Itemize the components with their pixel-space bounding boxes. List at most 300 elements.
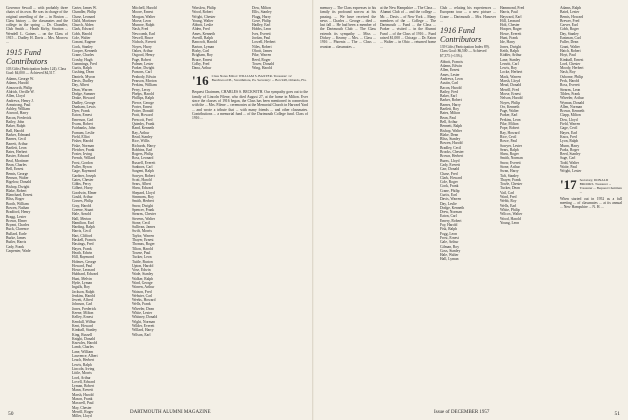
contributor-name: Stearns, Leon xyxy=(560,87,581,92)
contributor-name: Gage, Cecil xyxy=(560,126,578,131)
footer-left: DARTMOUTH ALUMNI MAGAZINE xyxy=(130,410,211,415)
contributor-name: Cole, Roger xyxy=(440,180,458,185)
left-col-1 xyxy=(6,6,68,253)
contributor-name: Barnes, Harry xyxy=(440,102,461,107)
contributor-name: Allen, Norman xyxy=(560,104,583,109)
contributor-name: Burns, Lloyd xyxy=(440,158,460,163)
contributor-name: Alden, Fred xyxy=(192,27,210,32)
contributor-name: Shepard, Lloyd xyxy=(132,190,155,195)
contributor-name: Hadley, Earl xyxy=(252,23,271,28)
contributor-name: Stone, Arthur xyxy=(500,164,520,169)
contributor-name: Waite, Paul xyxy=(560,164,577,169)
contributor-name: French, Willard xyxy=(72,156,96,161)
names-list xyxy=(192,6,308,70)
contributor-name: Hall, Lyman xyxy=(440,257,459,262)
contributor-name: Lane, Stanley xyxy=(500,57,521,62)
contributor-name: Mack, Warren xyxy=(500,74,521,79)
contributor-name: Perry, Leroy xyxy=(132,87,151,92)
contributor-name: Bowen, Nathan xyxy=(6,205,29,210)
contributor-name: Scott, Harold xyxy=(132,177,152,182)
contributor-name: Bigelow, Donald xyxy=(6,180,31,185)
contributor-name: Sullivan, James xyxy=(132,225,156,230)
contributor-name: Lewis, Ralph xyxy=(72,362,92,367)
contributor-name: Hill, Raymond xyxy=(72,255,94,260)
contributor-name: Gage, Raymond xyxy=(72,169,96,174)
contributor-name: Bartlett, Roy xyxy=(440,107,460,112)
contributor-name: Jordan, Paul xyxy=(252,36,271,41)
contributor-name: Bliss, Roger xyxy=(6,197,25,202)
contributor-name: Fisk, Ralph xyxy=(440,227,458,232)
names-list xyxy=(560,6,622,174)
contributor-name: Wilcox, Walter xyxy=(500,212,523,217)
contributor-name: Taft, Stanley xyxy=(500,173,519,178)
contributor-name: Cushing, Dean xyxy=(72,70,94,75)
contributor-name: Moore, Ernest xyxy=(132,10,154,15)
contributor-name: Jones, Dwight xyxy=(500,44,522,49)
contributor-name: Orr, Kenneth xyxy=(500,104,520,109)
contributor-name: Hayward, Earl xyxy=(500,14,522,19)
contributor-name: Watson, Fred xyxy=(132,289,152,294)
right-col-4 xyxy=(500,6,556,225)
contributor-name: Chase, Leonard xyxy=(72,14,96,19)
contributor-name: Weeks, Howard xyxy=(132,298,156,303)
contributor-name: Russell, Everett xyxy=(132,160,156,165)
contributor-name: Frost, Gordon xyxy=(72,160,93,165)
contributor-name: Cobb, Roger xyxy=(560,27,579,32)
contributor-name: Hatch, Robert xyxy=(560,48,581,53)
contributor-name: Sears, Albert xyxy=(132,182,152,187)
contributor-name: Bacon, Frederick xyxy=(6,115,32,120)
contributor-name: Noyes, Philip xyxy=(500,100,521,105)
left-col-2 xyxy=(72,6,128,419)
contributor-name: Lawrence, Albert xyxy=(72,354,98,359)
contributor-name: Morse, Ernest xyxy=(500,91,521,96)
contributor-name: Smith, Norman xyxy=(500,156,523,161)
contributor-name: Pearson, Morton xyxy=(132,79,157,84)
contributor-name: Johnson, Carl xyxy=(72,302,93,307)
left-col-3 xyxy=(132,6,188,337)
contributor-name: Wing, Harold xyxy=(252,66,273,71)
contributor-name: Wright, Chester xyxy=(192,14,216,19)
contributor-name: Thayer, Ernest xyxy=(132,238,154,243)
contributor-name: King, Russell xyxy=(72,332,93,337)
contributor-name: Eaton, Ernest xyxy=(72,113,92,118)
contributor-name: Snow, Everett xyxy=(500,160,521,165)
contributor-name: Vose, Edwin xyxy=(132,268,151,273)
contributor-name: Howard, Paul xyxy=(72,263,93,268)
contributor-name: Sanborn, Carl xyxy=(132,164,153,169)
contributor-name: Conant, Eugene xyxy=(72,40,96,45)
contributor-name: Osgood, Henry xyxy=(132,53,155,58)
contributor-name: Perkins, Leon xyxy=(500,117,521,122)
contributor-name: Munn, Harry xyxy=(560,143,580,148)
right-col1-text: memory ... The Class expresses to his family its profound sorrow at his passing. ... We have received the news ... Charles ... George ... died ... last fall ... He had been a member of the Dartmouth Club ... The Class extends its sympathy ... Miss ... Dickey ... Kearny ... Mrs. ... Class ... 1916 ... Phoenix ... The ... Class ... reunion ... classmates ... xyxy=(320,6,376,49)
contributor-name: Smith, Herbert xyxy=(132,199,154,204)
contributor-name: Gale, Arthur xyxy=(440,240,459,245)
contributor-name: Warren, Arthur xyxy=(132,285,155,290)
contributor-name: Kent, Howard xyxy=(72,323,93,328)
contributor-name: Brown, Herbert xyxy=(440,154,464,159)
contributor-name: Ball, Harold xyxy=(6,128,25,133)
right-col5-text: When started out in 1952 as a full meeting ... of classmates ... at its annual ... New Hampshire ... N. H. ... xyxy=(560,196,622,210)
contributor-name: Gould, Arthur xyxy=(72,195,93,200)
contributor-name: Blake, Dean xyxy=(440,132,459,137)
contributor-name: Bowen, Harold xyxy=(440,141,463,146)
contributor-name: Drake, Howard xyxy=(72,96,95,101)
contributor-name: Gilman, Roy xyxy=(440,244,460,249)
contributor-name: Tower, Donald xyxy=(252,61,274,66)
contributor-name: Butler, Harris xyxy=(6,240,27,245)
contributor-name: Shaw, Edward xyxy=(132,186,154,191)
contributor-name: Sargent, Ralph xyxy=(132,169,154,174)
contributor-name: Hill, Leonard xyxy=(500,18,520,23)
contributor-name: Richards, Harry xyxy=(132,143,156,148)
contributor-name: Hyde, Lyman xyxy=(72,281,93,285)
contributor-name: Day, Stanley xyxy=(560,31,579,36)
contributor-name: Osborne, Philip xyxy=(560,74,584,79)
contributor-name: Towne, Paul xyxy=(132,250,151,255)
contributor-name: Brewer, Fred xyxy=(560,18,580,23)
contributor-name: Benson, Walter xyxy=(6,175,29,180)
contributor-name: Bemis, Howard xyxy=(560,14,584,19)
contributor-name: Ainsworth, Philip xyxy=(6,85,33,90)
contributor-name: Dana, Arthur xyxy=(192,66,212,71)
contributor-name: Nash, Fred xyxy=(132,27,149,32)
contributor-name: Page, Robert xyxy=(132,57,152,62)
contributor-name: Wood, Robert xyxy=(192,10,213,15)
contributor-name: Dow, Milton xyxy=(252,6,271,10)
names-list xyxy=(132,6,188,337)
contributor-name: Burke, James xyxy=(6,236,26,241)
contributor-name: Cummings, Fred xyxy=(72,61,97,66)
contributor-name: Lowell, Herbert xyxy=(252,40,276,45)
contributor-name: Bishop, Walter xyxy=(440,128,462,133)
names-list xyxy=(440,60,496,262)
contributor-name: Mason, Frank xyxy=(72,397,93,402)
contributor-name: Holt, Chester xyxy=(500,23,520,28)
class-number: '17 xyxy=(560,176,577,192)
contributor-name: Haskell, Francis xyxy=(72,238,96,243)
contributor-name: Nelson, Harold xyxy=(500,96,523,101)
contributor-name: Ross, Leonard xyxy=(132,156,154,161)
contributor-name: Reed, Roger xyxy=(252,57,271,62)
contributor-name: Graves, Philip xyxy=(72,199,94,204)
contributor-name: Thayer, Frank xyxy=(500,177,521,182)
contributor-name: Read, Stanley xyxy=(132,134,153,139)
contributor-name: Brigham, Roy xyxy=(192,53,213,58)
contributor-name: Merrill, Roger xyxy=(72,409,94,414)
contributor-name: Parker, Dwight xyxy=(132,66,155,71)
contributor-name: Bullard, Earle xyxy=(6,231,27,236)
contributor-name: Baker, Earl xyxy=(440,94,457,99)
contributor-name: Sage, Carl xyxy=(560,156,576,161)
contributor-name: Bates, Milton xyxy=(440,111,461,116)
contributor-name: Prescott, Fred xyxy=(132,117,153,122)
contributor-name: Blanchard, Ernest xyxy=(6,193,33,198)
contributor-name: Wells, Earl xyxy=(500,203,517,208)
contributor-name: Wright, Lester xyxy=(560,169,582,174)
contributor-name: Wood, Harold xyxy=(500,216,521,221)
contributor-name: Lamb, Charles xyxy=(72,345,94,350)
fund-subtitle-1916: 139 Gifts (Participation Index 89). Class Goal: $6,500 — Achieved $7,375 (+13%). xyxy=(440,45,490,58)
contributor-name: Daniels, Myron xyxy=(72,74,96,79)
contributor-name: Young, Walter xyxy=(192,18,214,23)
contributor-name: Parks, Roger xyxy=(560,147,580,152)
contributor-name: Tilden, Frank xyxy=(560,91,580,96)
footer-right: Issue of DECEMBER 1957 xyxy=(434,410,490,415)
contributor-name: Abbott, Francis xyxy=(440,59,463,64)
contributor-name: Fisher, Harold xyxy=(72,139,94,144)
contributor-name: Howe, Everett xyxy=(500,31,522,36)
contributor-name: Pike, Milton xyxy=(500,122,519,127)
contributor-name: Ames, Lester xyxy=(440,72,460,77)
contributor-name: Fletcher, Frank xyxy=(72,147,95,152)
contributor-name: Marsh, Lloyd xyxy=(500,79,521,84)
contributor-name: Aldrich, Orville W. xyxy=(6,89,35,94)
contributor-name: Pope, Robert xyxy=(500,126,520,131)
contributor-name: Stevens, Walter xyxy=(132,216,155,221)
contributor-name: Kimball, Stanley xyxy=(72,328,97,333)
contributor-name: Ross, Everett xyxy=(560,83,580,88)
contributor-name: Drew, Norman xyxy=(440,210,462,215)
names-list xyxy=(6,77,68,253)
contributor-name: Hale, Walter xyxy=(440,253,459,258)
contributor-name: Marsh, Harold xyxy=(72,392,94,397)
left-col4-text: Bequest Chairmen, CHARLES S. BECKWITH. Our sympathy goes out to the family of Lincoln Filene, who died August 27, at the home in Milton. Ever since the classes of 1916 began, the Class has been mentioned in connection with the ... Mrs. Filene ... ceremonies at the Memorial Church in Harvard Yard ... and wrote a tribute that ... with many friends ... and other classmates. Contributions ... a memorial fund ... of the Dartmouth College fund. Class of 1916 ... xyxy=(192,90,308,121)
contributor-name: Shaw, Roger xyxy=(500,152,519,157)
contributor-name: Lewis, Roy xyxy=(500,66,518,71)
contributor-name: Mann, Everett xyxy=(72,388,94,393)
contributor-name: Walker, Ralph xyxy=(132,276,154,281)
contributor-name: Bacon, Harold xyxy=(440,85,462,90)
contributor-name: Fogg, Leon xyxy=(440,231,458,236)
contributor-name: Rand, Kenneth xyxy=(132,126,155,131)
contributor-name: Palmer, Lester xyxy=(132,61,154,66)
contributor-name: Phelps, Harold xyxy=(132,91,154,96)
contributor-name: Ames, Kenneth xyxy=(192,31,215,36)
contributor-name: Hayes, Frank xyxy=(72,246,92,251)
contributor-name: Dudley, George xyxy=(72,100,96,105)
right-col-2 xyxy=(380,6,436,401)
contributor-name: Booth, William xyxy=(6,201,29,206)
contributor-name: Wyman, Donald xyxy=(560,100,585,105)
contributor-name: Carpenter, Wade xyxy=(6,248,31,253)
contributor-name: Wade, Stanley xyxy=(132,272,154,277)
contributor-name: Lyon, Ralph xyxy=(560,139,579,144)
contributor-name: White, Philip xyxy=(500,207,520,212)
right-col-5 xyxy=(560,6,622,401)
contributor-name: Emery, Robert xyxy=(440,218,462,223)
contributor-name: Hall, Merton xyxy=(72,216,92,221)
contributor-name: Wheeler, Arthur xyxy=(560,96,584,101)
fund-title-1916: 1916 Fund Contributors xyxy=(440,26,482,45)
contributor-name: Leavitt, Carl xyxy=(500,61,519,66)
contributor-name: Bliss, Stanley xyxy=(440,137,461,142)
contributor-name: Noyes, Harry xyxy=(132,44,152,49)
contributor-name: Dow, Lloyd xyxy=(560,117,578,122)
contributor-name: Bailey, Fred xyxy=(440,89,458,94)
contributor-name: Chandler, Philip xyxy=(72,10,97,15)
contributor-name: Carter, James W. xyxy=(72,6,97,10)
contributor-name: Jackson, Ralph xyxy=(72,289,95,294)
fund-subtitle-1915: 103 Gifts (Participation Index 124). Class Goal: $4,000 — Achieved $4,517. xyxy=(6,66,67,75)
contributor-name: Ide, Harry xyxy=(500,40,516,45)
contributor-name: Peabody, Edwin xyxy=(132,74,156,79)
contributor-name: Hunt, Melvin xyxy=(72,276,92,281)
contributor-name: Clapp, Milton xyxy=(560,113,581,118)
contributor-name: Howe, Leonard xyxy=(72,268,95,273)
right-col-3 xyxy=(440,6,496,262)
contributor-name: Gilbert, Harry xyxy=(72,186,93,191)
contributor-name: Gates, Chester xyxy=(72,177,94,182)
contributor-name: Dean, Warren xyxy=(72,87,93,92)
contributor-name: Munroe, Ralph xyxy=(132,23,155,28)
contributor-name: Barker, Edmund xyxy=(6,132,31,137)
contributor-name: Little, Morris xyxy=(72,371,92,376)
contributor-name: Kimball, Ernest xyxy=(560,57,584,62)
contributor-name: Wells, Frank xyxy=(132,302,151,307)
contributor-name: Averill, Ralph xyxy=(192,36,213,41)
contributor-name: Kidder, Arthur xyxy=(500,53,522,58)
contributor-name: Quimby, Frank xyxy=(132,122,155,127)
contributor-name: Heath, Edwin xyxy=(72,250,93,255)
contributor-name: Hoyt, Paul xyxy=(560,53,576,58)
contributor-name: Merrill, Fred xyxy=(500,87,520,92)
class-info: Secretary, DONALD BROOKS. Treasurer ... Treasurer ... Bequest Chairman ... xyxy=(579,177,622,194)
contributor-name: Swift, Morris xyxy=(132,229,152,234)
contributor-name: Day, Albert xyxy=(72,83,89,88)
contributor-name: Bruce, Ernest xyxy=(192,57,213,62)
contributor-name: Clark, Howard xyxy=(440,175,462,180)
contributor-name: Dodge, Kenneth xyxy=(440,205,465,210)
contributor-name: Rogers, Philip xyxy=(132,152,154,157)
contributor-name: Mitchell, Harold xyxy=(132,6,157,10)
contributor-name: Towle, Chester xyxy=(500,182,523,187)
contributor-name: Bean, Paul xyxy=(440,115,456,120)
contributor-name: Cook, Stanley xyxy=(72,44,93,49)
contributor-name: Colby, Fred xyxy=(192,61,210,66)
contributor-name: Bradley, Cecil xyxy=(440,145,462,150)
right-col3-text: Club ... relating his experiences ... European tour ... a new picture ... Crane ... Dartmouth ... Mrs. Hanover ... xyxy=(440,6,496,23)
contributor-name: Barnes, Cecil xyxy=(6,137,26,142)
contributor-name: Pike, Warren xyxy=(252,53,272,58)
contributor-name: Allen, Ernest xyxy=(440,68,460,73)
contributor-name: Goodwin, Elmer xyxy=(72,190,97,195)
contributor-name: Knox, Fred xyxy=(560,134,577,139)
contributor-name: Austin, Carl xyxy=(440,81,459,86)
contributor-name: Leach, Herbert xyxy=(72,358,95,363)
contributor-name: Abbott, Leslie xyxy=(192,23,214,28)
contributor-name: Holmes, George xyxy=(72,259,97,264)
contributor-name: Fay, Harold xyxy=(440,223,458,228)
contributor-name: Davis, Warren xyxy=(440,197,462,202)
contributor-name: Baird, Lester xyxy=(560,10,580,15)
contributor-name: Lane, William xyxy=(72,349,94,354)
contributor-name: Pratt, Howard xyxy=(132,113,153,118)
left-col1-text: Governor Sewall ... with probably three chairs of its own. He was in charge of the original unveiling of the ... in Boston ... Class history ... the classmates and the college in the spring ... Dr. Chandler, Club Smith ... Heath Kirby, Stratton ... Wendell L. Gaines ... on the Class of 1915 ... Dudley H. Davis ... Mrs. Morrow ... xyxy=(6,6,68,45)
contributor-name: Fiske, Norman xyxy=(72,143,94,148)
contributor-name: Ward, George xyxy=(132,281,153,285)
class-info: Class Notes Editor: WILLIAM S. BAXTER. Treasurer: 12 Beechwood Pl., Swarthmore, Pa. Secretary: ... Box 948, Orlando, Fla. xyxy=(211,74,307,83)
contributor-name: May, Chester xyxy=(72,405,92,410)
contributor-name: Upton, Harold xyxy=(132,263,154,268)
contributor-name: Child, Mortimer xyxy=(72,18,97,23)
contributor-name: Ives, Everett xyxy=(252,31,271,36)
contributor-name: Simmons, Roy xyxy=(132,195,154,200)
contributor-name: Cook, Frank xyxy=(440,184,459,189)
contributor-name: Whitney, Donald xyxy=(132,315,158,320)
contributor-name: Hooper, Roger xyxy=(500,27,522,32)
contributor-name: Field, Warren xyxy=(560,122,581,127)
contributor-name: Taylor, Warren xyxy=(132,233,154,238)
contributor-name: Clark, Edward xyxy=(72,27,94,32)
left-col-4 xyxy=(192,6,308,401)
contributor-name: Buck, Clarence xyxy=(6,227,29,232)
contributor-name: Olcott, James xyxy=(252,48,273,53)
contributor-name: Hart, Clifford xyxy=(72,233,93,238)
contributor-name: Eastman, Carl xyxy=(560,36,581,41)
contributor-name: Locke, Herbert xyxy=(500,70,523,75)
page-number-left: 50 xyxy=(8,411,14,417)
contributor-name: Hobbs, Leon xyxy=(252,27,272,32)
contributor-name: Fuller, Byron xyxy=(72,164,92,169)
contributor-name: Gardner, Joseph xyxy=(72,173,96,178)
contributor-name: Ray, Arthur xyxy=(132,130,150,135)
contributor-name: Bean, Charles xyxy=(6,163,27,168)
contributor-name: Hayes, Earl xyxy=(560,130,578,135)
contributor-name: Keene, Milton xyxy=(72,311,94,316)
contributor-name: Thomas, Roger xyxy=(132,242,155,247)
contributor-name: Newcomb, Earl xyxy=(132,31,156,36)
contributor-name: Bemis, George xyxy=(6,171,29,176)
contributor-name: Dodge, Sumner xyxy=(72,91,96,96)
contributor-name: Tucker, Dean xyxy=(500,186,520,191)
contributor-name: Flagg, Harry xyxy=(252,14,271,19)
contributor-name: Carr, Donald xyxy=(440,167,460,172)
contributor-name: Newell, Bruce xyxy=(132,36,154,41)
class-header-1916 xyxy=(192,74,308,87)
contributor-name: White, Lester xyxy=(132,311,153,316)
contributor-name: Winslow, Philip xyxy=(192,6,216,10)
contributor-name: Sears, Ralph xyxy=(500,147,519,152)
contributor-name: Jones, Frederick xyxy=(72,306,97,311)
contributor-name: Rowe, Paul xyxy=(500,139,518,144)
contributor-name: Tuttle, Burton xyxy=(132,259,153,264)
contributor-name: Knowles, Harold xyxy=(72,341,98,346)
class-number: '16 xyxy=(192,73,209,89)
contributor-name: Webster, Carl xyxy=(132,293,153,298)
contributor-name: Moody, Herbert xyxy=(560,66,584,71)
contributor-name: Wight, Norman xyxy=(132,319,155,324)
contributor-name: Stearns, Chester xyxy=(132,212,156,217)
contributor-name: Webb, Roy xyxy=(500,199,517,204)
contributor-name: Atwood, Harry xyxy=(6,111,29,116)
contributor-name: Jewett, Alfred xyxy=(72,298,93,303)
right-col2-text: at the New Hampshire ... The Class ... Alumni Club of ... and the college ... Mr. ... Davis ... of New York ... Many members of the ... College ... The Dartmouth ... Fund ... the Class ... Parker ... visited ... in the Alumni Fund ... of the Class of 1916 ... Fund raised $1,000 ... Chicago ... Dr. Eaton ... Walter ... in Ohio ... returned home ... xyxy=(380,6,436,49)
contributor-name: Farnum, Leslie xyxy=(72,130,95,135)
contributor-name: Barton, Lyman xyxy=(192,44,215,49)
right-page xyxy=(314,0,628,420)
contributor-name: Morgan, Walter xyxy=(132,14,156,19)
contributor-name: Kendall, Wilbur xyxy=(72,319,96,324)
contributor-name: Fairbanks, John xyxy=(72,126,96,131)
contributor-name: Andrews, Leon xyxy=(440,76,463,81)
contributor-name: Cooper, Kenneth xyxy=(72,48,98,53)
contributor-name: Pierce, George xyxy=(132,100,154,105)
contributor-name: Sawyer, Lester xyxy=(500,143,522,148)
contributor-name: Beal, Mortimer xyxy=(6,158,29,163)
names-list xyxy=(72,6,128,419)
